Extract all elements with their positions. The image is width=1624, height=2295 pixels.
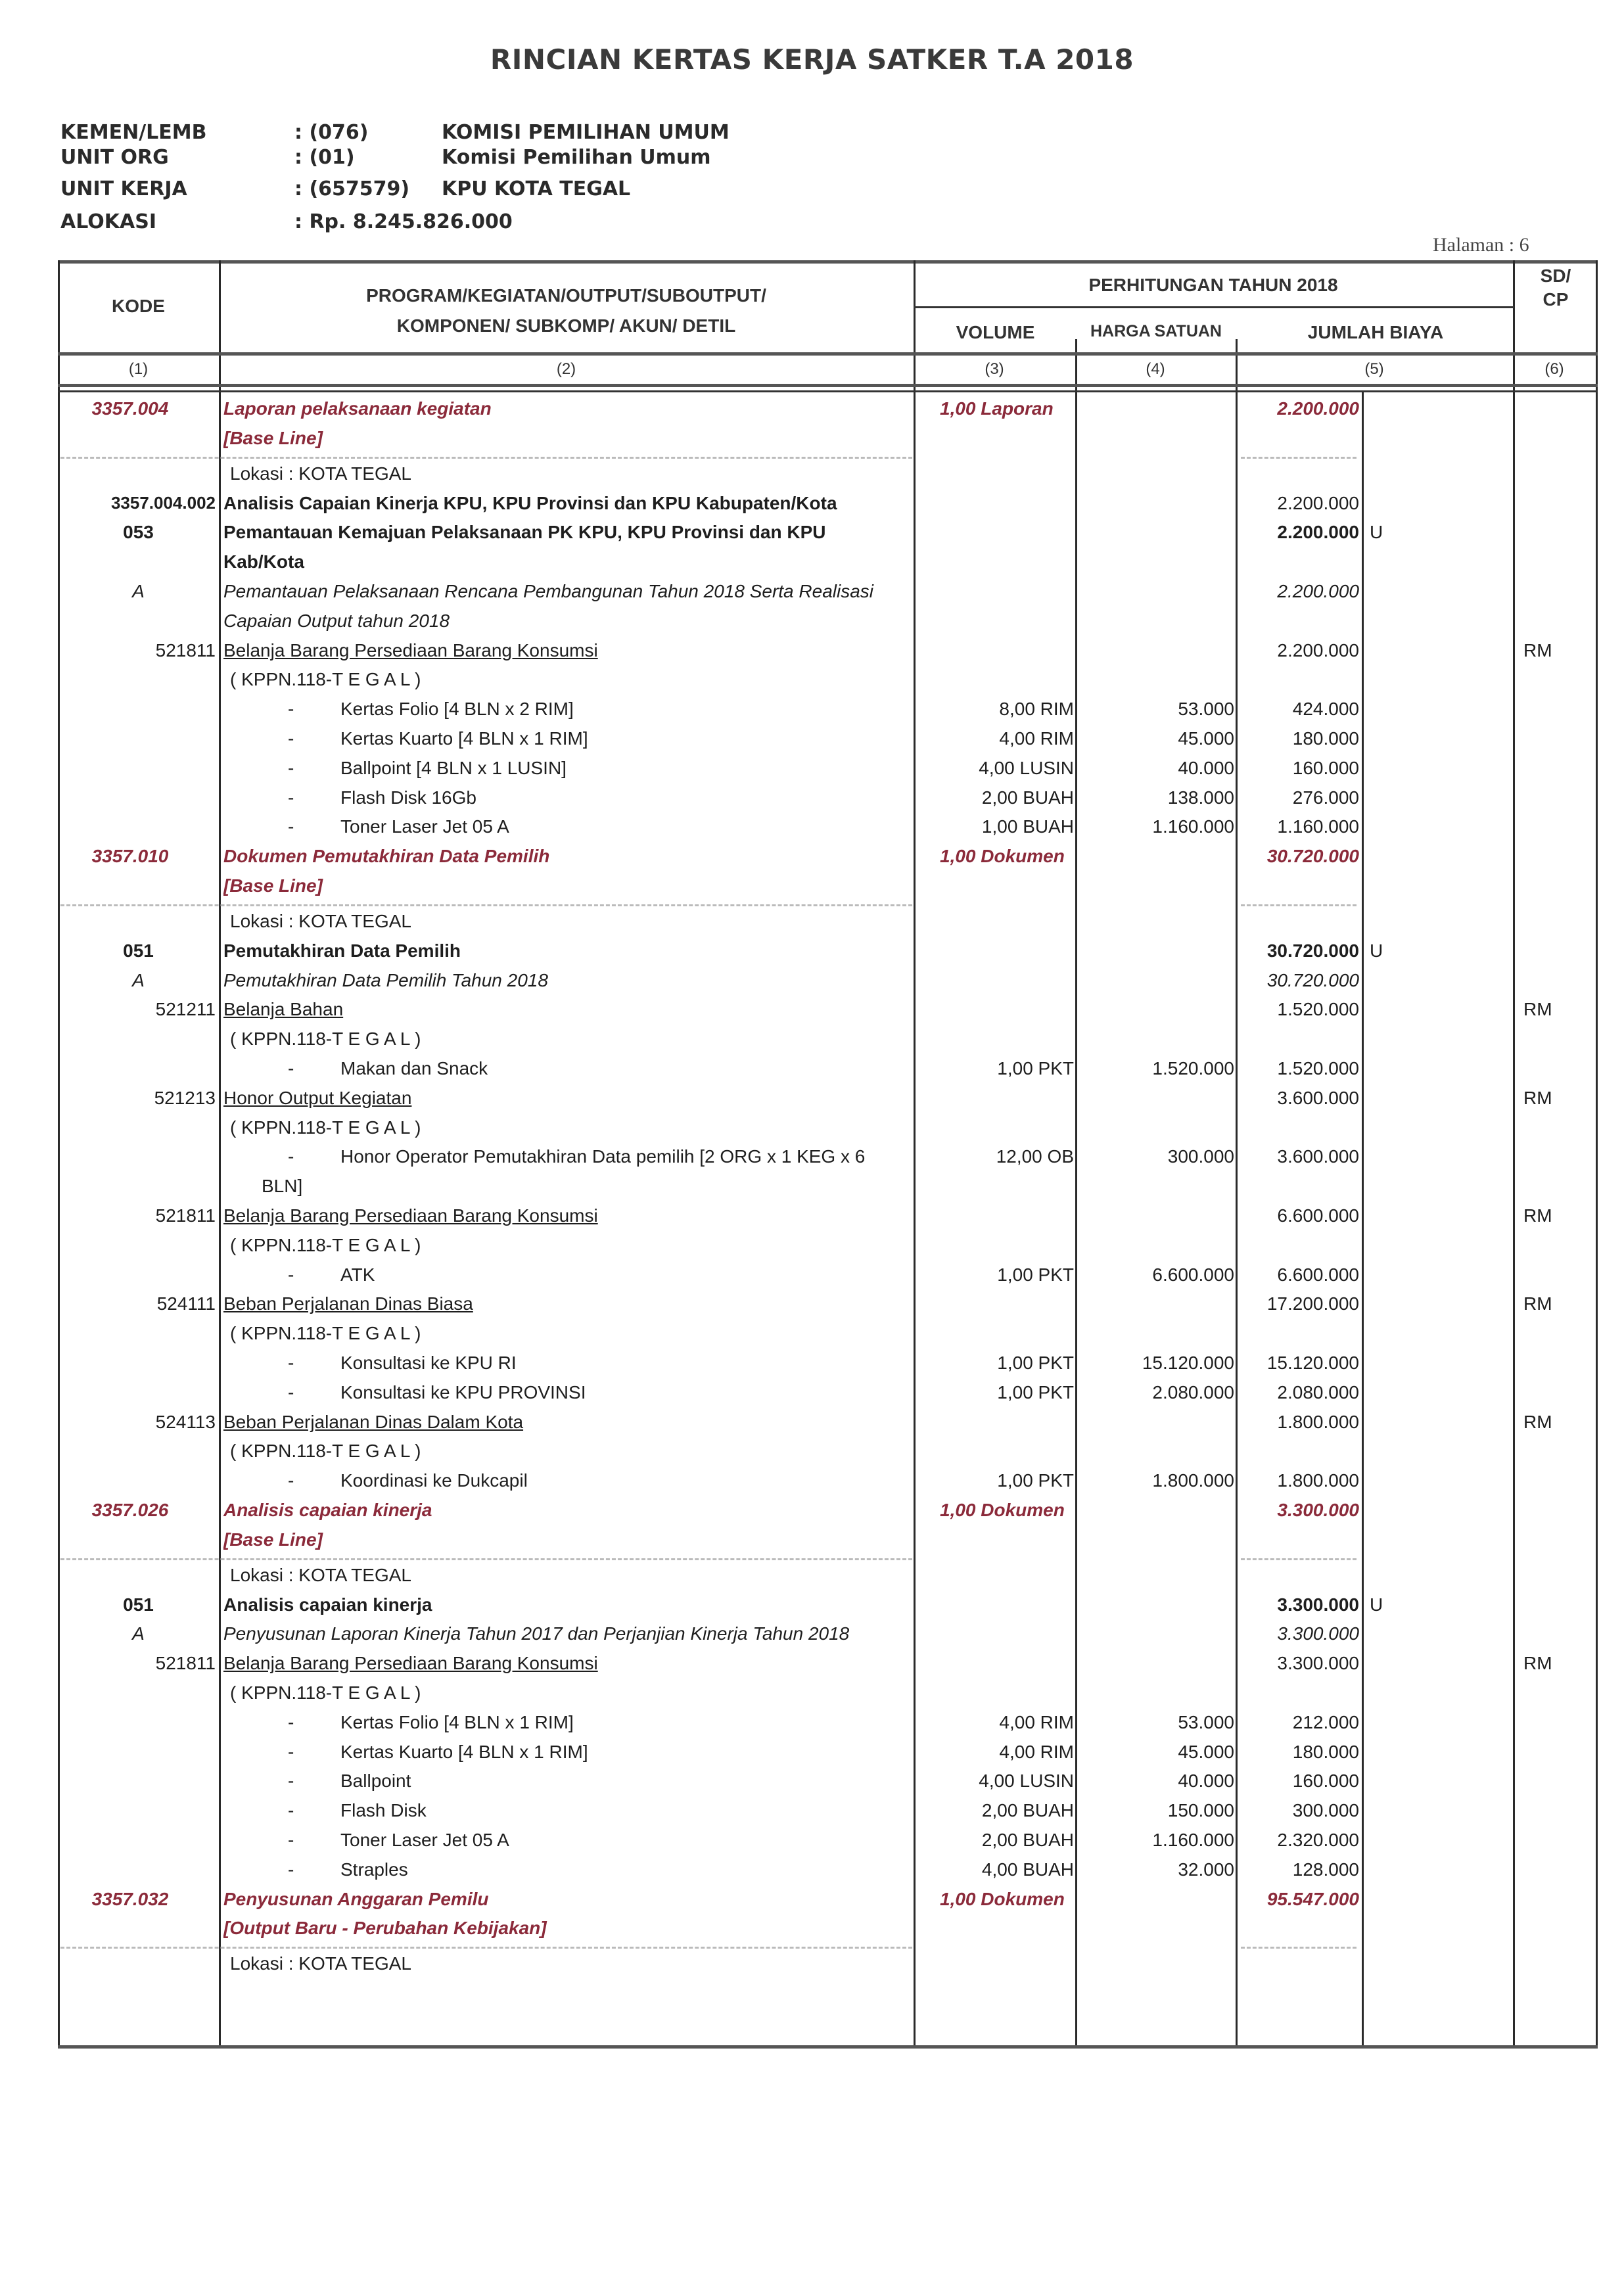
row-uraian <box>288 1830 911 1851</box>
table-row <box>58 1205 1596 1235</box>
item-text: Konsultasi ke KPU PROVINSI <box>340 1381 586 1402</box>
row-uraian: Analisis capaian kinerja <box>223 1594 432 1615</box>
row-volume: 4,00 LUSIN <box>979 757 1074 778</box>
row-uraian: [Base Line] <box>223 1529 323 1550</box>
header-sdcp-2: CP <box>1543 289 1569 310</box>
table-row <box>58 1323 1596 1353</box>
header-perhitungan: PERHITUNGAN TAHUN 2018 <box>1088 275 1338 295</box>
row-kode: A <box>132 969 145 990</box>
row-jumlah: 2.200.000 <box>1277 398 1359 419</box>
row-sumber-u: U <box>1370 940 1383 961</box>
row-volume: 1,00 Dokumen <box>940 1888 1065 1909</box>
table-row <box>58 1529 1596 1559</box>
row-volume: 1,00 PKT <box>997 1381 1074 1402</box>
table-row <box>58 846 1596 875</box>
row-uraian: Lokasi : KOTA TEGAL <box>230 911 411 931</box>
row-volume: 2,00 BUAH <box>981 1800 1074 1821</box>
table-row <box>58 398 1596 428</box>
row-volume: 2,00 BUAH <box>981 1830 1074 1850</box>
row-volume: 4,00 RIM <box>999 1741 1074 1762</box>
row-jumlah: 15.120.000 <box>1266 1353 1359 1373</box>
item-bullet: - <box>288 1859 294 1880</box>
header-program-1: PROGRAM/KEGIATAN/OUTPUT/SUBOUTPUT/ <box>366 285 766 306</box>
table-row <box>58 940 1596 970</box>
row-volume: 1,00 BUAH <box>981 816 1074 837</box>
row-sdcp: RM <box>1523 1411 1552 1432</box>
header-bottom-rule <box>58 352 1598 356</box>
table-row <box>58 728 1596 758</box>
row-uraian: [Base Line] <box>223 875 323 896</box>
row-jumlah: 2.200.000 <box>1277 492 1359 513</box>
dashed-separator-jumlah <box>1241 1947 1357 1949</box>
row-uraian: Pemantauan Pelaksanaan Rencana Pembangunan Tahun 2018 Serta Realisasi <box>223 581 874 601</box>
item-bullet: - <box>288 1830 294 1850</box>
item-text: Kertas Kuarto [4 BLN x 1 RIM] <box>340 728 588 749</box>
item-text: Makan dan Snack <box>340 1058 488 1078</box>
item-text: Straples <box>340 1859 408 1880</box>
dashed-separator-jumlah <box>1241 904 1357 906</box>
row-kode: 524113 <box>155 1411 216 1432</box>
row-harga: 40.000 <box>1178 757 1234 778</box>
row-volume: 8,00 RIM <box>999 699 1074 720</box>
table-row <box>58 611 1596 640</box>
row-harga: 300.000 <box>1167 1146 1234 1167</box>
dashed-separator <box>60 457 912 459</box>
table-row <box>58 581 1596 611</box>
row-jumlah: 1.800.000 <box>1277 1470 1359 1491</box>
row-volume: 12,00 OB <box>996 1146 1074 1167</box>
row-kode: 3357.004.002 <box>110 492 216 513</box>
row-jumlah: 276.000 <box>1292 787 1359 808</box>
table-row <box>58 1117 1596 1147</box>
row-sdcp: RM <box>1523 1205 1552 1226</box>
item-text: Koordinasi ke Dukcapil <box>340 1470 528 1491</box>
row-harga: 2.080.000 <box>1152 1381 1234 1402</box>
table-row <box>58 428 1596 457</box>
meta-code: : (01) <box>294 146 355 169</box>
item-bullet: - <box>288 1058 294 1078</box>
item-bullet: - <box>288 1711 294 1732</box>
table-row <box>58 640 1596 670</box>
row-uraian <box>288 1800 911 1821</box>
row-volume: 1,00 Laporan <box>940 398 1054 419</box>
row-uraian: Belanja Barang Persediaan Barang Konsumsi <box>223 639 598 661</box>
table-row <box>58 1712 1596 1742</box>
row-volume: 4,00 RIM <box>999 1711 1074 1732</box>
table-row <box>58 1500 1596 1529</box>
item-text: Ballpoint [4 BLN x 1 LUSIN] <box>340 757 567 778</box>
table-row <box>58 1293 1596 1323</box>
item-text: Ballpoint <box>340 1771 411 1792</box>
row-uraian: ( KPPN.118-T E G A L ) <box>230 1029 421 1050</box>
row-kode: 521213 <box>154 1087 216 1108</box>
row-jumlah: 2.200.000 <box>1277 639 1359 661</box>
row-uraian: Lokasi : KOTA TEGAL <box>230 463 411 484</box>
row-uraian <box>288 1771 911 1792</box>
table-row <box>58 493 1596 522</box>
row-jumlah: 30.720.000 <box>1266 846 1359 867</box>
header-sdcp-1: SD/ <box>1540 266 1571 286</box>
header-program-2: KOMPONEN/ SUBKOMP/ AKUN/ DETIL <box>396 315 736 336</box>
row-sdcp: RM <box>1523 999 1552 1020</box>
row-uraian: Honor Output Kegiatan <box>223 1087 412 1108</box>
budget-table <box>58 260 1596 2048</box>
table-row <box>58 1382 1596 1412</box>
document-title: RINCIAN KERTAS KERJA SATKER T.A 2018 <box>490 43 1134 76</box>
row-jumlah: 6.600.000 <box>1277 1264 1359 1285</box>
row-uraian <box>288 1382 911 1403</box>
row-kode: 051 <box>123 1594 154 1615</box>
meta-value: KOMISI PEMILIHAN UMUM <box>442 121 730 144</box>
row-kode: 053 <box>123 522 154 543</box>
row-jumlah: 95.547.000 <box>1266 1888 1359 1909</box>
row-sumber-u: U <box>1370 1594 1383 1615</box>
row-harga: 53.000 <box>1178 699 1234 720</box>
row-uraian: [Base Line] <box>223 427 323 448</box>
row-kode: 521811 <box>155 1653 216 1674</box>
row-kode: 521811 <box>155 639 216 661</box>
table-row <box>58 1029 1596 1058</box>
row-volume: 1,00 PKT <box>997 1353 1074 1373</box>
row-uraian <box>288 1146 911 1167</box>
table-row <box>58 1953 1596 1983</box>
meta-value: Komisi Pemilihan Umum <box>442 146 711 169</box>
table-row <box>58 699 1596 728</box>
row-kode: A <box>132 581 145 601</box>
table-row <box>58 1742 1596 1771</box>
row-harga: 53.000 <box>1178 1711 1234 1732</box>
row-uraian: Capaian Output tahun 2018 <box>223 610 450 631</box>
row-jumlah: 17.200.000 <box>1266 1293 1359 1314</box>
table-row <box>58 1176 1596 1205</box>
row-jumlah: 3.300.000 <box>1277 1653 1359 1674</box>
row-uraian: Beban Perjalanan Dinas Biasa <box>223 1293 473 1314</box>
table-row <box>58 1441 1596 1470</box>
row-volume: 1,00 Dokumen <box>940 846 1065 867</box>
meta-code: : (076) <box>294 121 369 144</box>
item-text: Konsultasi ke KPU RI <box>340 1353 517 1373</box>
row-uraian <box>288 758 911 779</box>
row-jumlah: 3.300.000 <box>1277 1623 1359 1644</box>
row-uraian: Pemutakhiran Data Pemilih Tahun 2018 <box>223 969 548 990</box>
item-bullet: - <box>288 1381 294 1402</box>
row-uraian: Lokasi : KOTA TEGAL <box>230 1564 411 1585</box>
table-row <box>58 1412 1596 1441</box>
table-row <box>58 911 1596 940</box>
item-text: Honor Operator Pemutakhiran Data pemilih [2 ORG x 1 KEG x 6 <box>340 1146 866 1167</box>
row-harga: 15.120.000 <box>1142 1353 1234 1373</box>
table-row <box>58 1918 1596 1947</box>
item-bullet: - <box>288 1470 294 1491</box>
item-text: Toner Laser Jet 05 A <box>340 816 509 837</box>
row-jumlah: 30.720.000 <box>1266 969 1359 990</box>
row-jumlah: 1.160.000 <box>1277 816 1359 837</box>
row-uraian: Analisis capaian kinerja <box>223 1500 432 1520</box>
number-row-rule-2 <box>58 390 1598 392</box>
col-number-2: (2) <box>556 360 576 378</box>
table-row <box>58 875 1596 905</box>
table-row <box>58 1682 1596 1712</box>
row-jumlah: 3.600.000 <box>1277 1087 1359 1108</box>
col-number-1: (1) <box>128 360 149 378</box>
row-sdcp: RM <box>1523 1087 1552 1108</box>
item-bullet: - <box>288 1771 294 1792</box>
row-uraian: Pemutakhiran Data Pemilih <box>223 940 461 961</box>
row-jumlah: 6.600.000 <box>1277 1205 1359 1226</box>
row-kode: 3357.026 <box>91 1500 169 1520</box>
meta-code: : Rp. 8.245.826.000 <box>294 210 513 233</box>
table-row <box>58 758 1596 787</box>
row-sumber-u: U <box>1370 522 1383 543</box>
row-uraian <box>288 1712 911 1733</box>
item-text: Toner Laser Jet 05 A <box>340 1830 509 1850</box>
col-number-3: (3) <box>985 360 1004 378</box>
row-harga: 1.160.000 <box>1152 816 1234 837</box>
row-volume: 4,00 BUAH <box>981 1859 1074 1880</box>
row-harga: 32.000 <box>1178 1859 1234 1880</box>
row-uraian: ( KPPN.118-T E G A L ) <box>230 1682 421 1703</box>
row-jumlah: 2.200.000 <box>1277 581 1359 601</box>
item-bullet: - <box>288 1800 294 1821</box>
item-bullet: - <box>288 757 294 778</box>
row-jumlah: 300.000 <box>1292 1800 1359 1821</box>
row-jumlah: 1.800.000 <box>1277 1411 1359 1432</box>
row-kode: 521211 <box>155 999 216 1020</box>
row-jumlah: 3.300.000 <box>1277 1594 1359 1615</box>
row-uraian: ( KPPN.118-T E G A L ) <box>230 1441 421 1462</box>
row-uraian: ( KPPN.118-T E G A L ) <box>230 1234 421 1255</box>
table-row <box>58 1594 1596 1624</box>
table-row <box>58 1771 1596 1800</box>
item-bullet: - <box>288 1353 294 1373</box>
row-uraian <box>288 699 911 720</box>
row-kode: 524111 <box>156 1293 216 1314</box>
row-jumlah: 2.320.000 <box>1277 1830 1359 1850</box>
row-uraian: Analisis Capaian Kinerja KPU, KPU Provinsi dan KPU Kabupaten/Kota <box>223 492 837 513</box>
row-jumlah: 2.200.000 <box>1277 522 1359 543</box>
row-harga: 45.000 <box>1178 728 1234 749</box>
item-bullet: - <box>288 1741 294 1762</box>
row-harga: 150.000 <box>1167 1800 1234 1821</box>
row-uraian: Pemantauan Kemajuan Pelaksanaan PK KPU, KPU Provinsi dan KPU <box>223 522 826 543</box>
row-harga: 1.800.000 <box>1152 1470 1234 1491</box>
row-jumlah: 2.080.000 <box>1277 1381 1359 1402</box>
row-uraian <box>288 787 911 808</box>
dashed-separator <box>60 904 912 906</box>
table-row <box>58 1889 1596 1918</box>
meta-label: UNIT KERJA <box>60 177 187 200</box>
row-volume: 4,00 LUSIN <box>979 1771 1074 1792</box>
page-number: Halaman : 6 <box>1433 234 1529 256</box>
item-bullet: - <box>288 1146 294 1167</box>
table-row <box>58 816 1596 846</box>
table-row <box>58 522 1596 551</box>
row-kode: 3357.010 <box>91 846 169 867</box>
item-text: Kertas Folio [4 BLN x 1 RIM] <box>340 1711 574 1732</box>
col-rule <box>1596 260 1598 2048</box>
item-text: Flash Disk <box>340 1800 427 1821</box>
dashed-separator-jumlah <box>1241 1558 1357 1560</box>
table-row <box>58 1830 1596 1859</box>
row-harga: 6.600.000 <box>1152 1264 1234 1285</box>
row-volume: 4,00 RIM <box>999 728 1074 749</box>
row-uraian: Kab/Kota <box>223 551 304 572</box>
col-number-6: (6) <box>1544 360 1564 378</box>
row-uraian <box>288 816 911 837</box>
meta-value: KPU KOTA TEGAL <box>442 177 631 200</box>
dashed-separator <box>60 1558 912 1560</box>
table-row <box>58 1264 1596 1294</box>
row-uraian <box>288 1859 911 1880</box>
row-uraian: ( KPPN.118-T E G A L ) <box>230 669 421 690</box>
row-kode: A <box>132 1623 145 1644</box>
meta-code: : (657579) <box>294 177 410 200</box>
table-bottom-rule <box>58 2045 1598 2049</box>
col-number-4: (4) <box>1146 360 1165 378</box>
row-volume: 1,00 PKT <box>997 1470 1074 1491</box>
item-bullet: - <box>288 787 294 808</box>
row-harga: 45.000 <box>1178 1741 1234 1762</box>
dashed-separator-jumlah <box>1241 457 1357 459</box>
row-harga: 1.160.000 <box>1152 1830 1234 1850</box>
row-kode: 3357.032 <box>91 1888 169 1909</box>
table-row <box>58 1800 1596 1830</box>
row-volume: 1,00 Dokumen <box>940 1500 1065 1520</box>
row-jumlah: 160.000 <box>1292 757 1359 778</box>
row-uraian: Laporan pelaksanaan kegiatan <box>223 398 492 419</box>
row-uraian: Belanja Bahan <box>223 999 344 1020</box>
row-jumlah: 180.000 <box>1292 1741 1359 1762</box>
row-volume: 1,00 PKT <box>997 1264 1074 1285</box>
row-jumlah: 424.000 <box>1292 699 1359 720</box>
row-harga: 138.000 <box>1167 787 1234 808</box>
table-row <box>58 463 1596 493</box>
row-jumlah: 128.000 <box>1292 1859 1359 1880</box>
item-text: Flash Disk 16Gb <box>340 787 476 808</box>
row-jumlah: 30.720.000 <box>1266 940 1359 961</box>
item-text: Kertas Kuarto [4 BLN x 1 RIM] <box>340 1741 588 1762</box>
table-row <box>58 787 1596 817</box>
table-row <box>58 1623 1596 1653</box>
item-bullet: - <box>288 699 294 720</box>
table-row <box>58 1353 1596 1382</box>
row-sdcp: RM <box>1523 1293 1552 1314</box>
row-volume: 1,00 PKT <box>997 1058 1074 1078</box>
item-bullet: - <box>288 1264 294 1285</box>
item-text: Kertas Folio [4 BLN x 2 RIM] <box>340 699 574 720</box>
row-volume: 2,00 BUAH <box>981 787 1074 808</box>
header-volume: VOLUME <box>956 322 1035 342</box>
number-row-rule <box>58 384 1598 387</box>
row-uraian <box>288 728 911 749</box>
row-uraian: Penyusunan Laporan Kinerja Tahun 2017 dan Perjanjian Kinerja Tahun 2018 <box>223 1623 850 1644</box>
row-kode: 521811 <box>155 1205 216 1226</box>
row-jumlah: 1.520.000 <box>1277 1058 1359 1078</box>
table-row <box>58 669 1596 699</box>
row-kode: 3357.004 <box>91 398 169 419</box>
row-harga: 40.000 <box>1178 1771 1234 1792</box>
table-row <box>58 1859 1596 1889</box>
item-bullet: - <box>288 728 294 749</box>
table-row <box>58 1058 1596 1088</box>
dashed-separator <box>60 1947 912 1949</box>
table-row <box>58 551 1596 581</box>
row-harga: 1.520.000 <box>1152 1058 1234 1078</box>
row-uraian <box>288 1353 911 1374</box>
item-bullet: - <box>288 816 294 837</box>
header-kode: KODE <box>112 296 165 316</box>
row-uraian: ( KPPN.118-T E G A L ) <box>230 1323 421 1344</box>
table-top-rule <box>58 260 1598 264</box>
table-row <box>58 1235 1596 1264</box>
header-jumlah: JUMLAH BIAYA <box>1307 322 1444 342</box>
row-uraian: Lokasi : KOTA TEGAL <box>230 1953 411 1974</box>
row-uraian: ( KPPN.118-T E G A L ) <box>230 1117 421 1138</box>
meta-label: KEMEN/LEMB <box>60 121 207 144</box>
table-row <box>58 1653 1596 1682</box>
table-row <box>58 1470 1596 1500</box>
table-row <box>58 1146 1596 1176</box>
row-uraian: BLN] <box>262 1176 303 1197</box>
row-jumlah: 3.600.000 <box>1277 1146 1359 1167</box>
meta-label: ALOKASI <box>60 210 157 233</box>
row-uraian: Belanja Barang Persediaan Barang Konsumsi <box>223 1205 598 1226</box>
row-uraian <box>288 1058 911 1079</box>
table-row <box>58 999 1596 1029</box>
row-sdcp: RM <box>1523 1653 1552 1674</box>
row-uraian: Beban Perjalanan Dinas Dalam Kota <box>223 1411 524 1432</box>
meta-block <box>60 121 849 239</box>
row-uraian: Dokumen Pemutakhiran Data Pemilih <box>223 846 550 867</box>
row-kode: 051 <box>123 940 154 961</box>
row-uraian <box>288 1742 911 1763</box>
row-sdcp: RM <box>1523 639 1552 661</box>
row-uraian <box>288 1470 911 1491</box>
row-jumlah: 1.520.000 <box>1277 999 1359 1020</box>
row-jumlah: 212.000 <box>1292 1711 1359 1732</box>
row-uraian: Penyusunan Anggaran Pemilu <box>223 1888 489 1909</box>
table-row <box>58 970 1596 1000</box>
row-jumlah: 160.000 <box>1292 1771 1359 1792</box>
header-harga: HARGA SATUAN <box>1090 322 1222 340</box>
table-row <box>58 1565 1596 1594</box>
table-row <box>58 1088 1596 1117</box>
row-uraian: Belanja Barang Persediaan Barang Konsumsi <box>223 1653 598 1674</box>
col-number-5: (5) <box>1364 360 1384 378</box>
row-uraian: [Output Baru - Perubahan Kebijakan] <box>223 1918 547 1939</box>
meta-label: UNIT ORG <box>60 146 169 169</box>
row-uraian <box>288 1264 911 1286</box>
row-jumlah: 3.300.000 <box>1277 1500 1359 1520</box>
perhitungan-rule <box>914 306 1514 308</box>
row-jumlah: 180.000 <box>1292 728 1359 749</box>
item-text: ATK <box>340 1264 375 1285</box>
